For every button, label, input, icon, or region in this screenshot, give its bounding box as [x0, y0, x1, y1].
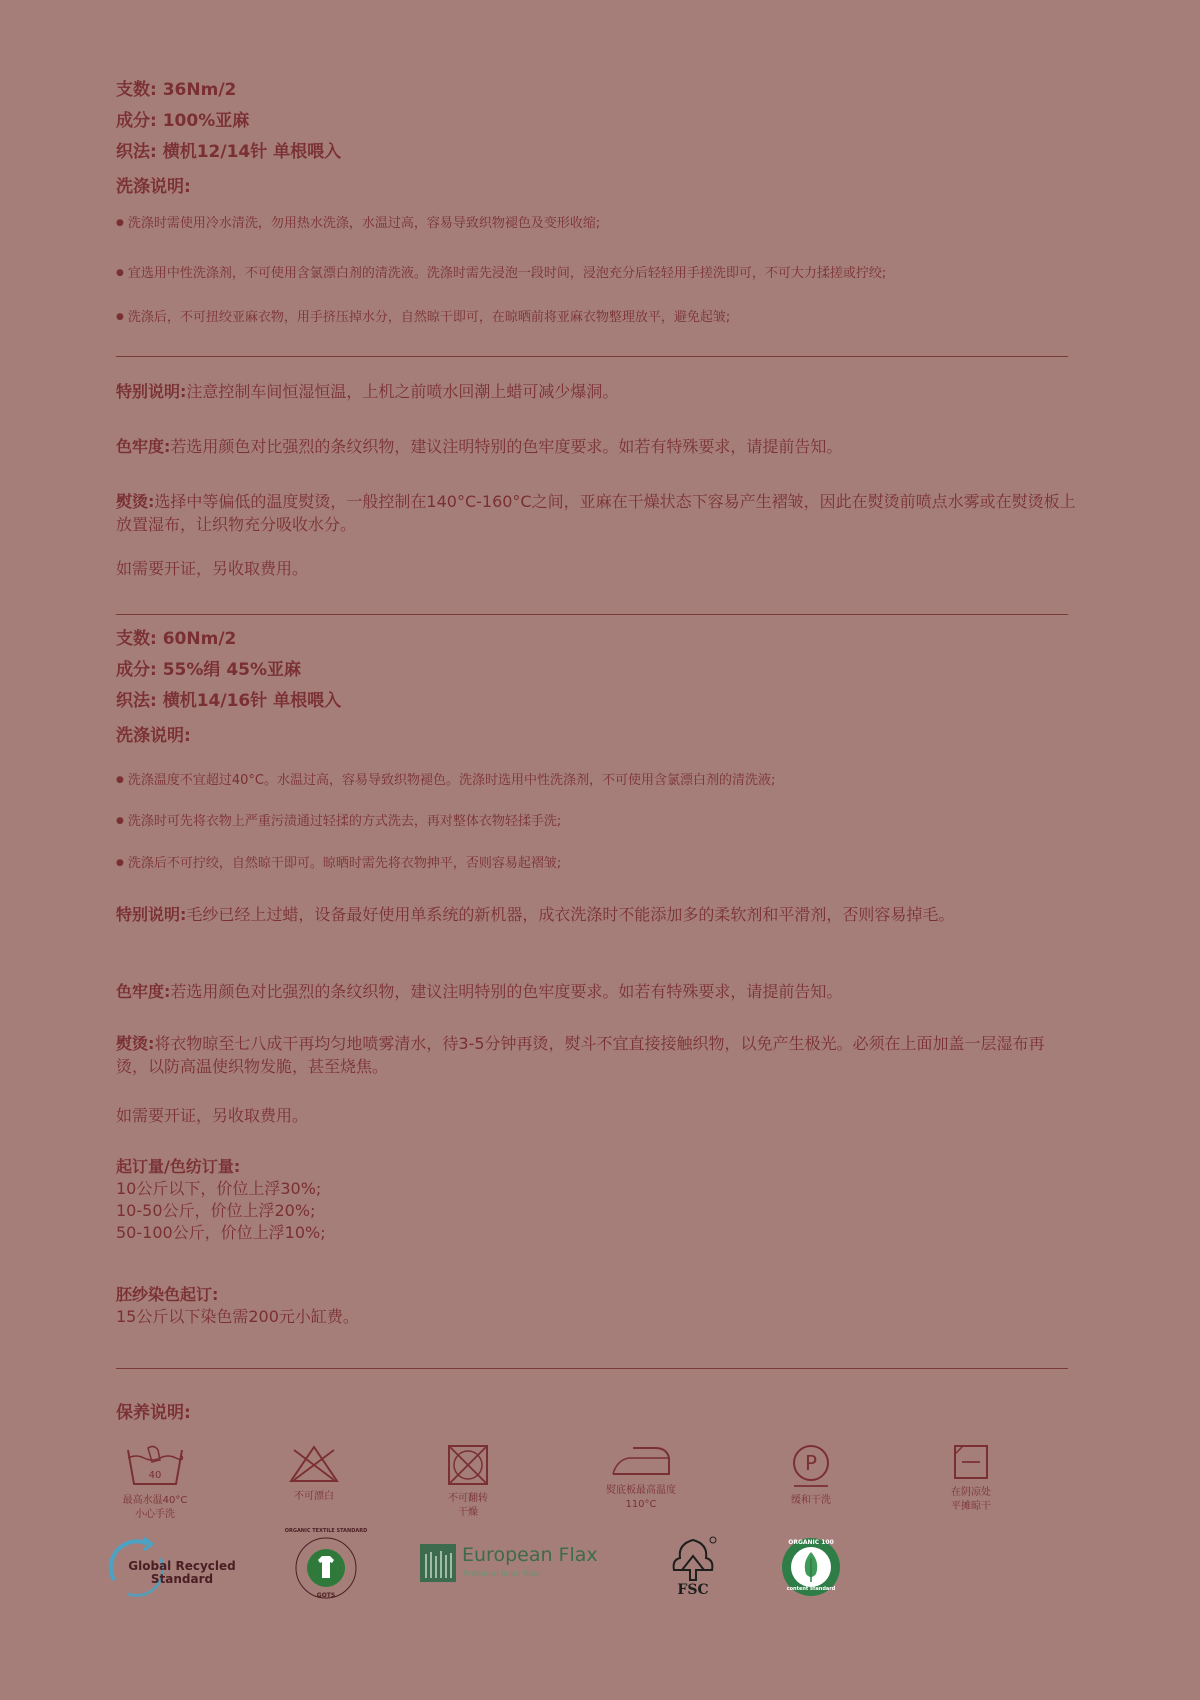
care-item	[418, 1444, 518, 1520]
care-item	[588, 1444, 694, 1512]
divider	[116, 356, 1068, 357]
flax-sub: Premium linen fiber	[463, 1569, 542, 1578]
care-label: 110°C	[625, 1499, 657, 1510]
svg-text:40: 40	[148, 1470, 162, 1481]
iron-text: 选择中等偏低的温度熨烫，一般控制在140°C-160°C之间，亚麻在干燥状态下容易产生褶皱，因此在熨烫前喷点水雾或在熨烫板上放置湿布，让织物充分吸收水分。	[116, 492, 1076, 534]
fastness-label: 色牢度:	[116, 982, 171, 1001]
greige-text: 15公斤以下染色需200元小缸费。	[116, 1307, 359, 1326]
care-title: 保养说明:	[116, 1403, 191, 1423]
grs-line1: Global Recycled	[128, 1559, 236, 1573]
care-label: 缓和干洗	[791, 1495, 831, 1506]
wash-bullet: ● 洗涤后不可拧绞，自然晾干即可。晾晒时需先将衣物抻平，否则容易起褶皱;	[116, 852, 561, 871]
fastness-note-2	[116, 980, 1076, 1003]
care-label: 在阴凉处	[951, 1487, 991, 1498]
grs-line2: Standard	[150, 1572, 214, 1586]
care-label: 干燥	[458, 1507, 478, 1518]
spec-block-2	[116, 624, 341, 752]
composition: 成分: 55%绢 45%亚麻	[116, 660, 302, 680]
european-flax-logo	[420, 1544, 610, 1584]
certificate-note-1: 如需要开证，另收取费用。	[116, 559, 309, 578]
spec-block-1	[116, 75, 341, 203]
iron-label: 熨烫:	[116, 492, 155, 511]
fastness-text: 若选用颜色对比强烈的条纹织物，建议注明特别的色牢度要求。如若有特殊要求，请提前告知。	[170, 982, 843, 1001]
wash-title: 洗涤说明:	[116, 726, 191, 746]
grs-logo	[104, 1536, 244, 1598]
special-text: 毛纱已经上过蜡，设备最好使用单系统的新机器，成衣洗涤时不能添加多的柔软剂和平滑剂，否则容易掉毛。	[186, 905, 955, 924]
fsc-logo	[668, 1536, 718, 1600]
iron-text: 将衣物晾至七八成干再均匀地喷雾清水，待3-5分钟再烫，熨斗不宜直接接触织物，以免产生极光。必须在上面加盖一层湿布再烫，以防高温使织物发脆，甚至烧焦。	[116, 1034, 1045, 1076]
fsc-text: FSC	[677, 1582, 709, 1598]
hand-wash-40-icon	[124, 1444, 186, 1488]
moq-line: 10公斤以下，价位上浮30%;	[116, 1179, 322, 1198]
fastness-text: 若选用颜色对比强烈的条纹织物，建议注明特别的色牢度要求。如若有特殊要求，请提前告知。	[170, 437, 843, 456]
ocs-bottom-text: content standard	[786, 1586, 836, 1592]
ocs-ring-text: ORGANIC 100	[788, 1539, 834, 1546]
fastness-note-1	[116, 435, 1076, 458]
flat-dry-shade-icon	[953, 1444, 989, 1480]
care-label: 不可翻转	[448, 1493, 488, 1504]
svg-text:P: P	[804, 1451, 818, 1475]
moq-line: 10-50公斤，价位上浮20%;	[116, 1201, 316, 1220]
care-label: 最高水温40°C	[122, 1495, 188, 1506]
flax-plant-icon	[420, 1544, 456, 1582]
fastness-label: 色牢度:	[116, 437, 171, 456]
care-label: 熨底板最高温度	[606, 1485, 676, 1496]
gots-logo	[284, 1528, 368, 1600]
care-item	[100, 1444, 210, 1522]
gots-badge-icon	[294, 1536, 358, 1600]
moq-block	[116, 1156, 326, 1244]
care-item	[262, 1444, 366, 1504]
special-note-1	[116, 380, 1076, 403]
yarn-count: 支数: 36Nm/2	[116, 80, 237, 100]
divider	[116, 614, 1068, 615]
iron-110-icon	[609, 1444, 673, 1478]
care-label: 平摊晾干	[951, 1501, 991, 1512]
wash-bullet: ● 洗涤后，不可扭绞亚麻衣物，用手挤压掉水分，自然晾干即可，在晾晒前将亚麻衣物整理放平，避免起皱;	[116, 306, 730, 325]
wash-bullet: ● 洗涤时可先将衣物上严重污渍通过轻揉的方式洗去，再对整体衣物轻揉手洗;	[116, 810, 561, 829]
weave-method: 织法: 横机12/14针 单根喂入	[116, 142, 342, 162]
greige-block	[116, 1284, 359, 1328]
weave-method: 织法: 横机14/16针 单根喂入	[116, 691, 342, 711]
care-item	[770, 1444, 852, 1508]
gentle-dry-clean-icon	[790, 1444, 832, 1488]
flax-name: European Flax	[462, 1544, 598, 1566]
care-label: 小心手洗	[135, 1509, 175, 1520]
no-tumble-dry-icon	[447, 1444, 489, 1486]
moq-title: 起订量/色纺订量:	[116, 1157, 241, 1176]
special-label: 特别说明:	[116, 382, 187, 401]
care-item	[928, 1444, 1014, 1514]
certificate-note-2: 如需要开证，另收取费用。	[116, 1106, 309, 1125]
iron-note-2	[116, 1032, 1076, 1078]
wash-bullet: ● 洗涤时需使用冷水清洗，勿用热水洗涤，水温过高，容易导致织物褪色及变形收缩;	[116, 212, 600, 231]
yarn-count: 支数: 60Nm/2	[116, 629, 237, 649]
composition: 成分: 100%亚麻	[116, 111, 250, 131]
greige-title: 胚纱染色起订:	[116, 1285, 219, 1304]
wash-title: 洗涤说明:	[116, 177, 191, 197]
special-text: 注意控制车间恒湿恒温，上机之前喷水回潮上蜡可减少爆洞。	[186, 382, 619, 401]
moq-line: 50-100公斤，价位上浮10%;	[116, 1223, 326, 1242]
special-note-2	[116, 903, 1076, 926]
special-label: 特别说明:	[116, 905, 187, 924]
ocs-logo	[780, 1536, 842, 1598]
gots-bottom-text: GOTS	[316, 1592, 336, 1599]
gots-ring-text: ORGANIC TEXTILE STANDARD	[284, 1528, 368, 1534]
divider	[116, 1368, 1068, 1369]
wash-bullet: ● 洗涤温度不宜超过40°C。水温过高，容易导致织物褪色。洗涤时选用中性洗涤剂，不可使用含氯漂白剂的清洗液;	[116, 769, 775, 788]
no-bleach-icon	[288, 1444, 340, 1484]
iron-label: 熨烫:	[116, 1034, 155, 1053]
iron-note-1	[116, 490, 1076, 536]
fsc-tree-icon	[668, 1536, 718, 1582]
care-label: 不可漂白	[294, 1491, 334, 1502]
wash-bullet: ● 宜选用中性洗涤剂，不可使用含氯漂白剂的清洗液。洗涤时需先浸泡一段时间，浸泡充分后轻轻用手搓洗即可，不可大力揉搓或拧绞;	[116, 262, 886, 281]
